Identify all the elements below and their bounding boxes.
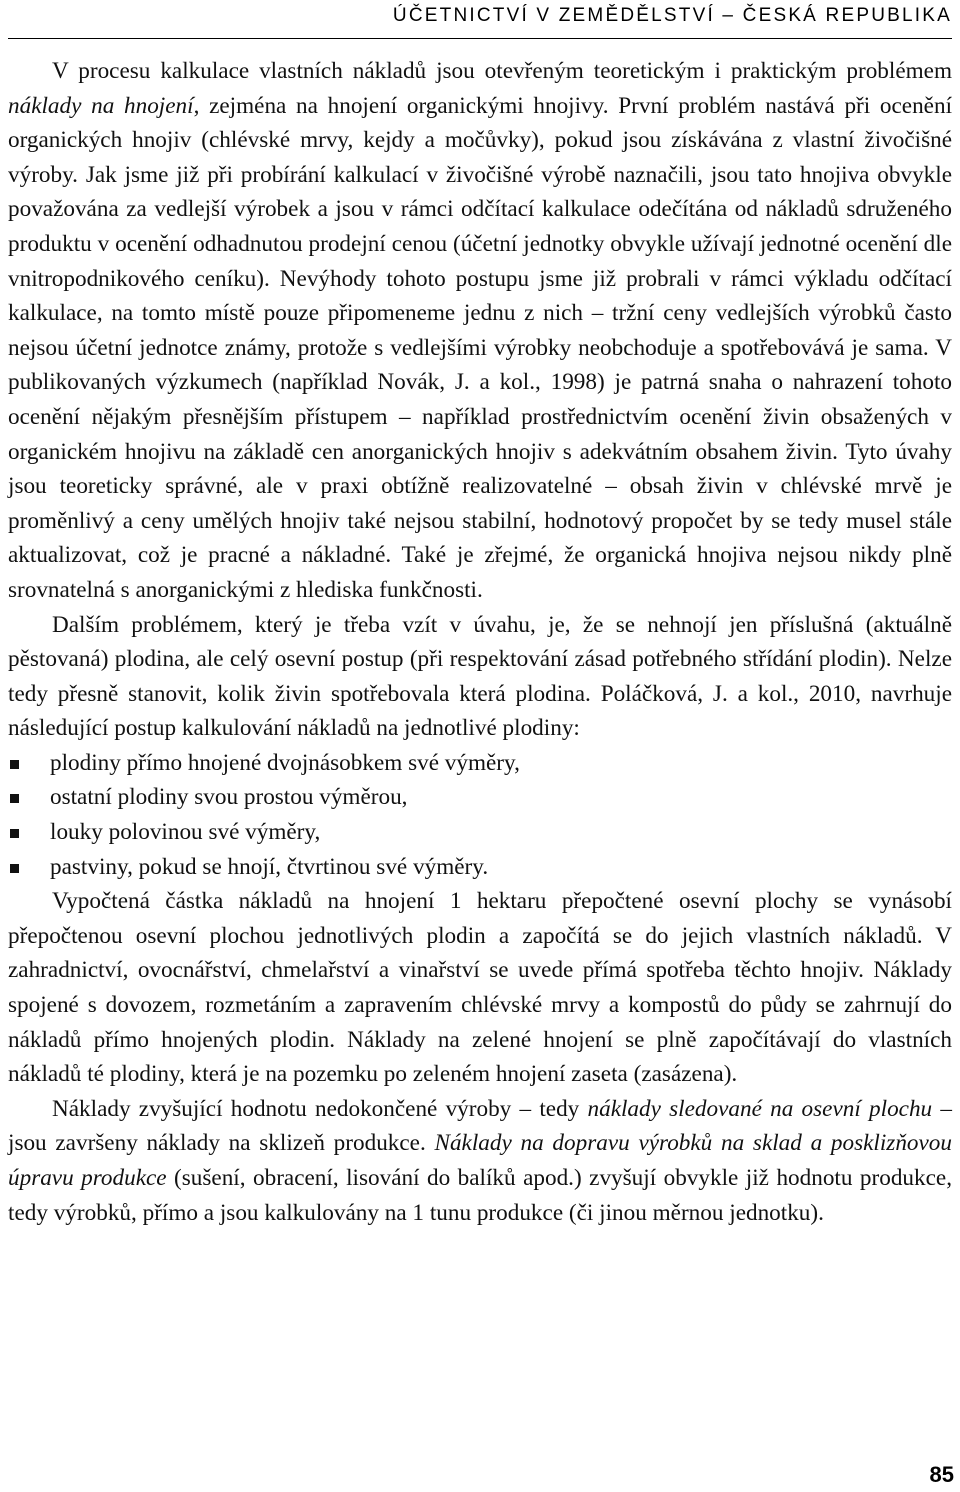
paragraph: Vypočtená částka nákladů na hnojení 1 hektaru přepočtené osevní plochy se vynásobí přepočtenou osevní plochou jednotlivých plodin a započítá se do jejich vlastních nákladů. V zahradnictví, ovocnářství, chmelařství a vinařství se uvede přímá spotřeba těchto hnojiv. Náklady spojené s dovozem, rozmetáním a zapravením chlévské mrvy a kompostů do půdy se zahrnují do nákladů přímo hnojených plodin. Náklady na zelené hnojení se plně započítávají do vlastních nákladů té plodiny, která je na pozemku po zeleném hnojení zaseta (zasázena). [8, 888, 952, 1088]
paragraph-text: Náklady zvyšující hodnotu nedokončené výroby – tedy [52, 1095, 588, 1122]
list-item-text: pastviny, pokud se hnojí, čtvrtinou své výměry. [50, 853, 489, 880]
italic-term: náklady sledované na osevní plochu [587, 1095, 933, 1122]
page-number: 85 [929, 1462, 954, 1487]
list-item [8, 815, 952, 850]
list-item-text: louky polovinou své výměry, [50, 819, 321, 846]
paragraph-text: , zejména na hnojení organickými hnojivy. První problém nastává při ocenění organických hnojiv (chlévské mrvy, kejdy a močůvky), pokud jsou získávána z vlastní živočišné výroby. Jak jsme již při probírání kalkulací v živočišné výrobě naznačili, jsou tato hnojiva obvykle považována za vedlejší výrobek a jsou v rámci odčítací kalkulace odečítána od nákladů sdruženého produktu v ocenění odhadnutou prodejní cenou (účetní jednotky obvykle užívají jednotné ocenění dle vnitropodnikového ceníku). Nevýhody tohoto postupu jsme již probrali v rámci výkladu odčítací kalkulace, na tomto místě pouze připomeneme jednu z nich – tržní ceny vedlejších výrobků často nejsou účetní jednotce známy, protože s vedlejšími výrobky neobchoduje a spotřebovává je sama. V publikovaných výzkumech (například Novák, J. a kol., 1998) je patrná snaha o nahrazení tohoto ocenění nějakým přesnějším přístupem – například prostřednictvím ocenění živin obsažených v organickém hnojivu na základě cen anorganických hnojiv s adekvátním obsahem živin. Tyto úvahy jsou teoreticky správné, ale v praxi obtížně realizovatelné – obsah živin v chlévské mrvě je proměnlivý a ceny umělých hnojiv také nejsou stabilní, hodnotový propočet by se tedy musel stále aktualizovat, což je pracné a nákladné. Také je zřejmé, že organická hnojiva nejsou nikdy plně srovnatelná s anorganickými z hlediska funkčnosti. [8, 92, 953, 603]
list-item [8, 746, 952, 781]
paragraph [8, 1092, 952, 1230]
list-item-text: plodiny přímo hnojené dvojnásobkem své výměry, [50, 749, 520, 776]
square-bullet-icon [10, 864, 19, 873]
italic-term: náklady na hnojení [8, 92, 194, 119]
paragraph-text: – jsou završeny náklady na sklizeň produkce. [8, 1095, 952, 1157]
list-item [8, 850, 952, 885]
square-bullet-icon [10, 794, 19, 803]
bullet-list [8, 746, 952, 884]
square-bullet-icon [10, 760, 19, 769]
header-rule [8, 38, 952, 39]
running-header: ÚČETNICTVÍ V ZEMĚDĚLSTVÍ – ČESKÁ REPUBLIKA [392, 5, 952, 26]
list-item-text: ostatní plodiny svou prostou výměrou, [50, 784, 408, 811]
list-item [8, 780, 952, 815]
paragraph-text: (sušení, obracení, lisování do balíků apod.) zvyšují obvykle již hodnotu produkce, tedy výrobků, přímo a jsou kalkulovány na 1 tunu produkce (či jinou měrnou jednotku). [8, 1165, 952, 1226]
paragraph-text: V procesu kalkulace vlastních nákladů jsou otevřeným teoretickým i praktickým problémem [52, 58, 952, 84]
body-text [8, 54, 952, 1230]
paragraph: Dalším problémem, který je třeba vzít v úvahu, je, že se nehnojí jen příslušná (aktuálně pěstovaná) plodina, ale celý osevní postup (při respektování zásad potřebného střídání plodin). Nelze tedy přesně stanovit, kolik živin spotřebovala která plodina. Poláčková, J. a kol., 2010, navrhuje následující postup kalkulování nákladů na jednotlivé plodiny: [8, 611, 952, 742]
square-bullet-icon [10, 829, 19, 838]
paragraph [8, 54, 952, 608]
italic-term: Náklady na dopravu výrobků na sklad a posklizňovou úpravu produkce [8, 1130, 952, 1191]
